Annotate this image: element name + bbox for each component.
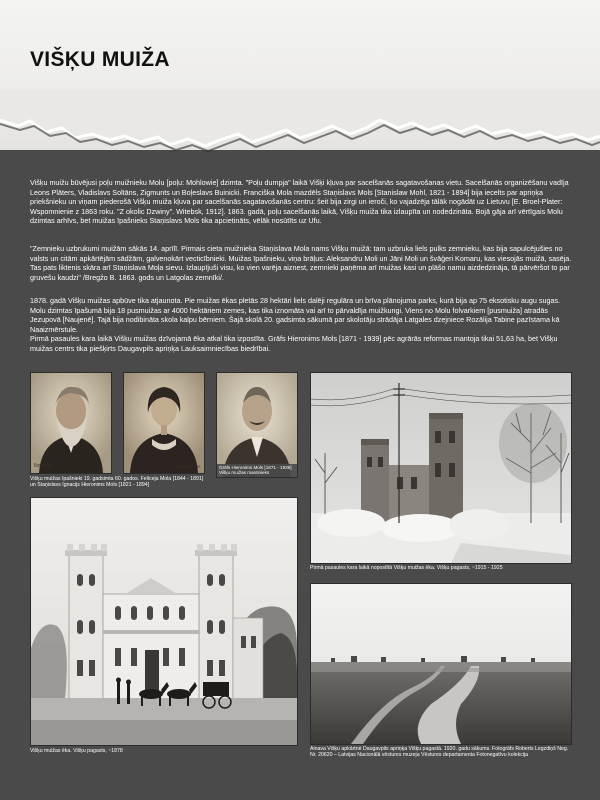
intro-paragraph-3: 1878. gadā Višķu muižas apbūve tika atjaunota. Pie muižas ēkas pletās 28 hektāri liels dalēji regulāra un brīva plānojuma parks, kurā bija ap 75 eksotisku augu sugas. Molu dzimtas īpašumā bija 18 pusmuižas ar 4000 hektāriem zemes, kas tika iznomāta vai arī to pārvaldīja muižkungi. Viens no Molu folvarkiem [pusmuiža] atradās Jezupovā [Naujenē]. Tajā bija nodibināta skola kalpu bērniem. Šajā skolā 20. gadsimta sākumā par skolotāju strādāja Latgales dzejniece Rozālija Tabine pazīstama kā Naaizmērstule.: [30, 296, 561, 334]
winter-caption-text: Pirmā pasaules kara laikā nopostītā Višķu muižas ēka. Višķu pagasts, ~1915 - 1925: [310, 565, 503, 571]
road-caption-text: Ainava Višķu apkārtnē Daugavpils apriņķa Višķu pagastā. 1920. gadu sākums. Fotogrāfs Roberts Legzdiņš Neg. Nr. 20620 – Latvijas Nacionālā vēstures muzeja Vēstures departamenta Fotonegatīvu kolekcija: [310, 746, 569, 759]
winter-manor-photo: [310, 372, 572, 564]
portrait-signature: Ilovickü: [34, 463, 51, 470]
count-caption: [217, 464, 297, 477]
page-title: VIŠĶU MUIŽA: [30, 48, 170, 71]
couple-caption-text: Višķu muižas īpašnieki 19. gadsimta 60. gados. Feliceja Mola [1844 - 1891] un Staņislavs Ignacijs Hieronims Mols [1821 - 1894]: [30, 476, 204, 489]
winter-caption: [310, 565, 570, 571]
couple-caption: [30, 476, 210, 489]
intro-paragraph-1: Višķu muižu būvējusi poļu muižnieku Molu [poļu: Mohlowie] dzimta. "Poļu dumpja" laikā Višķi kļuva par sacelšanās sagatavošanas vietu. Sacelšanās organizēšanu vadīja Leons Plāters, Vladislavs Soltāns, Zigmunts un Boļeslavs Buinicki. Franciška Mola mazdēls Staņislavs Mols [Stanislaw Mohl, 1821 - 1894] bija iecelts par apriņķa priekšnieku un viņam piederošā Višķu muiža kļuva par sacelšanās sagatavošanās centru: šeit bija zirgi un ieroči, ko vajadzēja tālāk nogādāt uz Lietuvu [E. Broel-Plater: Wspomnienie z 1863 roku. "Z okolic Dzwiny". Witebsk, 1912]. 1863. gadā, poļu sacelšanās laikā, Višķu muiža tika izlaupīta un nodedzināta. Bojā gāja arī vērtīgais Molu dzimtas arhīvs, bet muižas īpašnieks Staņislavs Mols tika apcietināts, vēlāk nosūtīts uz Ufu.: [30, 178, 569, 226]
intro-text: [30, 178, 575, 226]
road-caption: [310, 746, 572, 759]
portrait-hieronims-photo: [216, 372, 298, 478]
count-caption-line-1: Grāfs Hieronims Mols [1871 - 1939]: [219, 464, 292, 470]
manor-1878-photo: [30, 497, 298, 746]
torn-paper-edge: [0, 90, 600, 180]
portrait-stanislavs-photo: [30, 372, 112, 474]
portrait-studio-mark: Naujenē Str.: [176, 464, 201, 470]
intro-paragraph-2: "Zemnieku uzbrukumi muižām sākās 14. aprīlī. Pirmais cieta muižnieka Staņislava Mola nams Višķu muižā: tam uzbruka liels pulks zemnieku, kas bija sapulcējušies no valsts un citām apkārtējām sādžām, galvenokārt vecticībnieki. Muižas īpašnieku, viņa brāļus: Aleksandru Moli un Jāni Moli un švāģeri Komaru, kas viesojās muižā, sasēja. Tas pats liktenis skāra arī Staņislava Moļa sievu. Izlaupījuši visu, ko vien varēja aiznest, zemnieki paņēma arī muižas kasi un plāšo namu aizdedzināja, tā pārvēršot to par gruvešu kaudzi" /Bregžo B. 1863. gods un Latgolas zemnīki/.: [30, 244, 572, 282]
intro-paragraph-4: Pirmā pasaules kara laikā Višķu muižas dzīvojamā ēka atkal tika izpostīta. Grāfs Hieronims Mols [1871 - 1939] pēc agrārās reformas mantoja tikai 51,63 ha, bet Višķu muižas centrs tika piešķirts Daugavpils apriņķa Lauksaimniecības biedrībai.: [30, 334, 558, 353]
history-text: [30, 296, 575, 354]
quote-text: [30, 244, 575, 282]
road-landscape-photo: [310, 583, 572, 745]
manor-caption-text: Višķu muižas ēka. Višķu pagasts, ~1878: [30, 748, 123, 754]
portrait-feliceja-photo: [123, 372, 205, 474]
count-caption-line-2: Višķu muižas mantinieks: [219, 470, 270, 476]
manor-caption: [30, 748, 296, 754]
